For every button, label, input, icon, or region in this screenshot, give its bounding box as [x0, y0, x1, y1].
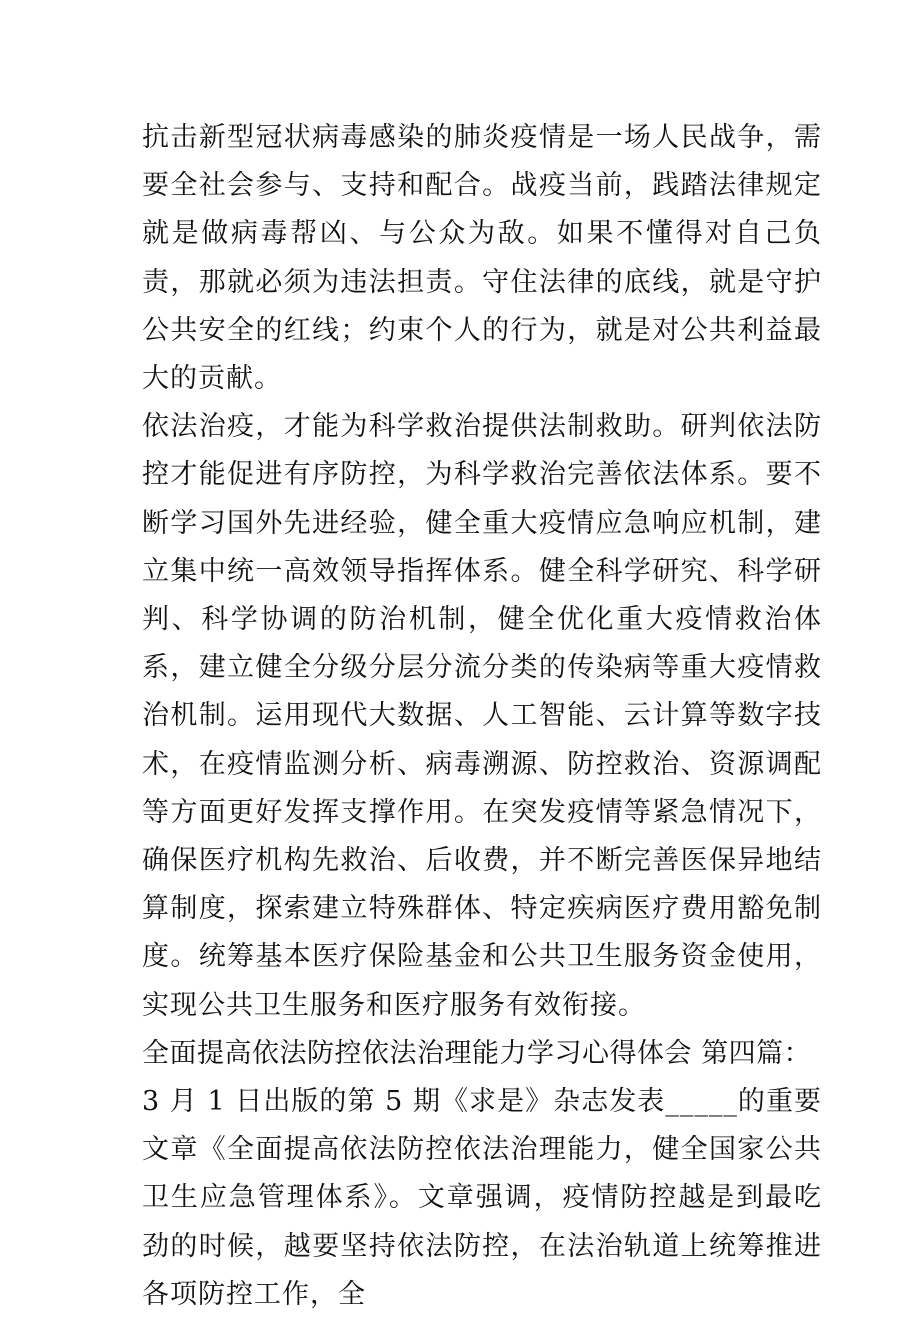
section-heading: 全面提高依法防控依法治理能力学习心得体会 第四篇：	[142, 1037, 812, 1069]
paragraph-2: 依法治疫，才能为科学救治提供法制救助。研判依法防控才能促进有序防控，为科学救治完善依法体系。要不断学习国外先进经验，健全重大疫情应急响应机制，建立集中统一高效领导指挥体系。健全科学研究、科学研判、科学协调的防治机制，健全优化重大疫情救治体系，建立健全分级分层分流分类的传染病等重大疫情救治机制。运用现代大数据、人工智能、云计算等数字技术，在疫情监测分析、病毒溯源、防控救治、资源调配等方面更好发挥支撑作用。在突发疫情等紧急情况下，确保医疗机构先救治、后收费，并不断完善医保异地结算制度，探索建立特殊群体、特定疾病医疗费用豁免制度。统筹基本医疗保险基金和公共卫生服务资金使用，实现公共卫生服务和医疗服务有效衔接。	[142, 411, 822, 1021]
paragraph-3: 3 月 1 日出版的第 5 期《求是》杂志发表_____的重要文章《全面提高依法防控依法治理能力，健全国家公共卫生应急管理体系》。文章强调，疫情防控越是到最吃劲的时候，越要坚持依法防控，在法治轨道上统筹推进各项防控工作，全	[142, 1086, 822, 1310]
document-body	[142, 114, 822, 1319]
paragraph-1: 抗击新型冠状病毒感染的肺炎疫情是一场人民战争，需要全社会参与、支持和配合。战疫当前，践踏法律规定就是做病毒帮凶、与公众为敌。如果不懂得对自己负责，那就必须为违法担责。守住法律的底线，就是守护公共安全的红线；约束个人的行为，就是对公共利益最大的贡献。	[142, 122, 822, 395]
